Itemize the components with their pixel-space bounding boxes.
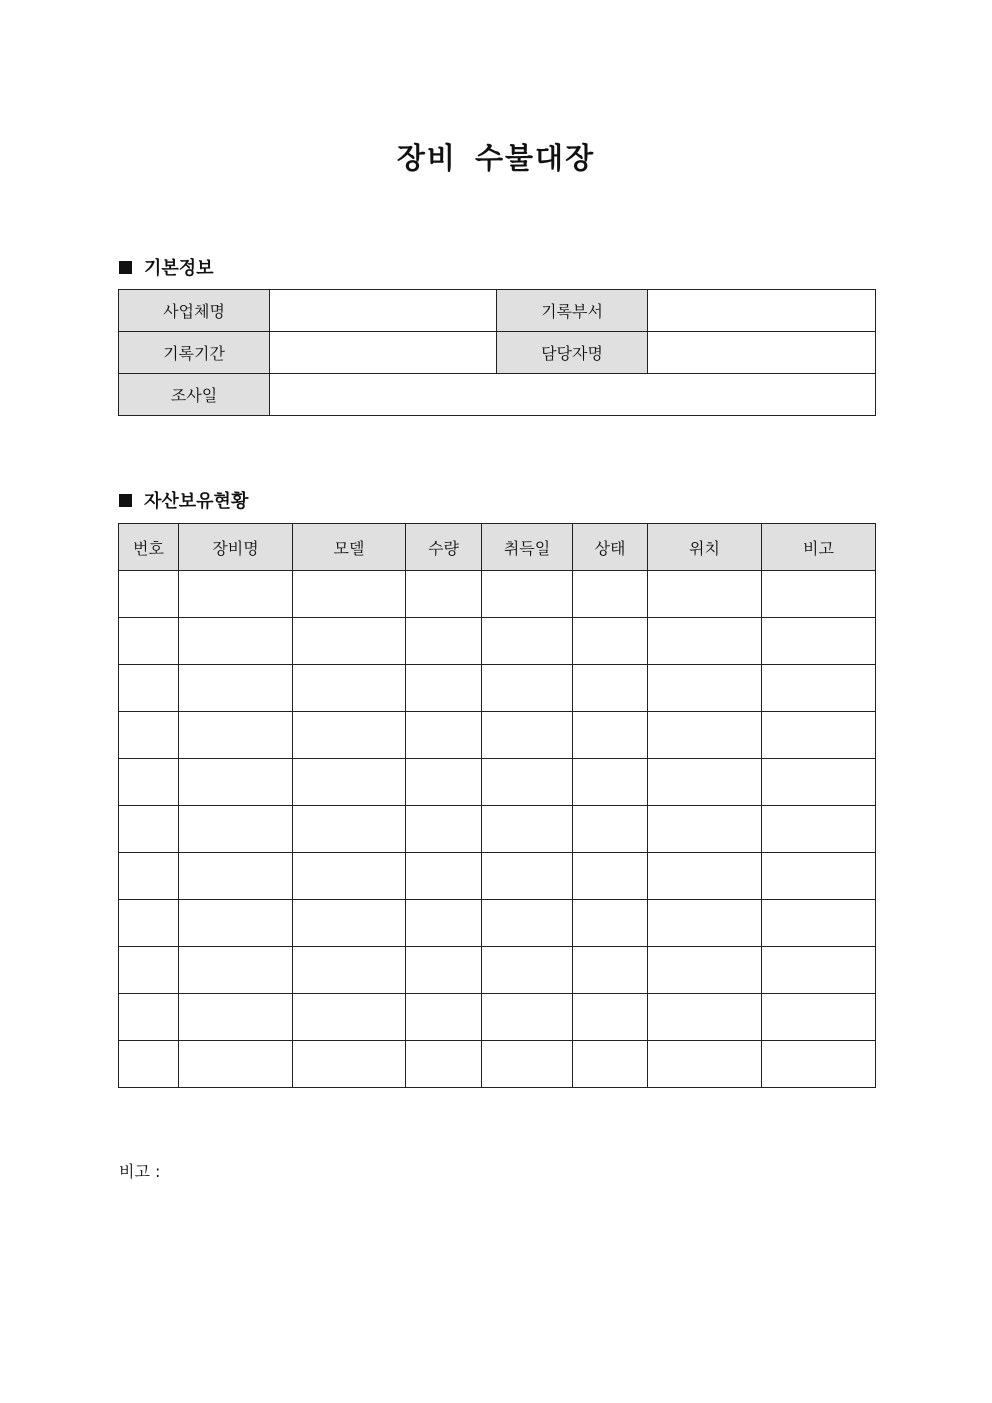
survey-date-field[interactable]	[270, 374, 876, 416]
manager-label: 담당자명	[497, 332, 648, 374]
table-cell[interactable]	[293, 618, 406, 665]
table-cell[interactable]	[482, 571, 573, 618]
table-cell[interactable]	[406, 994, 482, 1041]
table-cell[interactable]	[573, 618, 648, 665]
survey-date-label: 조사일	[119, 374, 270, 416]
square-bullet-icon	[119, 261, 132, 274]
table-cell[interactable]	[119, 806, 179, 853]
table-cell[interactable]	[293, 712, 406, 759]
manager-field[interactable]	[648, 332, 876, 374]
table-cell[interactable]	[179, 947, 293, 994]
table-cell[interactable]	[119, 571, 179, 618]
table-cell[interactable]	[762, 994, 876, 1041]
table-cell[interactable]	[406, 806, 482, 853]
table-cell[interactable]	[648, 712, 762, 759]
basic-info-table	[118, 289, 876, 416]
table-cell[interactable]	[648, 1041, 762, 1088]
table-cell[interactable]	[648, 947, 762, 994]
table-cell[interactable]	[406, 900, 482, 947]
table-row	[119, 806, 876, 853]
info-row	[119, 290, 876, 332]
table-row	[119, 712, 876, 759]
table-cell[interactable]	[573, 759, 648, 806]
table-cell[interactable]	[406, 618, 482, 665]
table-cell[interactable]	[406, 853, 482, 900]
table-cell[interactable]	[482, 853, 573, 900]
table-cell[interactable]	[179, 806, 293, 853]
col-header-model: 모델	[293, 524, 406, 571]
table-cell[interactable]	[573, 1041, 648, 1088]
table-cell[interactable]	[762, 618, 876, 665]
table-cell[interactable]	[482, 947, 573, 994]
table-cell[interactable]	[119, 759, 179, 806]
table-cell[interactable]	[648, 900, 762, 947]
table-cell[interactable]	[482, 665, 573, 712]
table-cell[interactable]	[648, 618, 762, 665]
table-cell[interactable]	[762, 712, 876, 759]
table-row	[119, 853, 876, 900]
table-row	[119, 618, 876, 665]
col-header-location: 위치	[648, 524, 762, 571]
table-row	[119, 994, 876, 1041]
table-cell[interactable]	[293, 947, 406, 994]
info-row	[119, 332, 876, 374]
table-cell[interactable]	[119, 1041, 179, 1088]
table-cell[interactable]	[293, 994, 406, 1041]
table-cell[interactable]	[179, 1041, 293, 1088]
square-bullet-icon	[119, 494, 132, 507]
col-header-number: 번호	[119, 524, 179, 571]
record-dept-field[interactable]	[648, 290, 876, 332]
table-cell[interactable]	[573, 712, 648, 759]
basic-info-heading-text: 기본정보	[144, 258, 214, 279]
table-cell[interactable]	[573, 806, 648, 853]
table-cell[interactable]	[293, 853, 406, 900]
table-cell[interactable]	[648, 759, 762, 806]
table-cell[interactable]	[179, 900, 293, 947]
asset-table-body	[119, 571, 876, 1088]
table-row	[119, 900, 876, 947]
table-cell[interactable]	[119, 900, 179, 947]
basic-info-heading	[119, 254, 214, 280]
table-cell[interactable]	[762, 806, 876, 853]
assets-heading	[119, 487, 248, 513]
table-cell[interactable]	[762, 947, 876, 994]
table-row	[119, 759, 876, 806]
business-name-label: 사업체명	[119, 290, 270, 332]
table-cell[interactable]	[482, 712, 573, 759]
table-cell[interactable]	[573, 900, 648, 947]
table-cell[interactable]	[482, 900, 573, 947]
table-cell[interactable]	[293, 806, 406, 853]
col-header-equipment-name: 장비명	[179, 524, 293, 571]
table-cell[interactable]	[762, 1041, 876, 1088]
business-name-field[interactable]	[270, 290, 497, 332]
record-dept-label: 기록부서	[497, 290, 648, 332]
table-cell[interactable]	[179, 571, 293, 618]
assets-heading-text: 자산보유현황	[144, 491, 249, 512]
table-cell[interactable]	[119, 618, 179, 665]
table-row	[119, 665, 876, 712]
table-cell[interactable]	[573, 853, 648, 900]
table-cell[interactable]	[762, 853, 876, 900]
asset-table	[118, 523, 876, 1088]
table-cell[interactable]	[179, 994, 293, 1041]
table-cell[interactable]	[119, 853, 179, 900]
table-cell[interactable]	[648, 665, 762, 712]
table-cell[interactable]	[573, 947, 648, 994]
table-cell[interactable]	[573, 571, 648, 618]
table-cell[interactable]	[482, 618, 573, 665]
table-cell[interactable]	[762, 665, 876, 712]
table-cell[interactable]	[293, 1041, 406, 1088]
table-cell[interactable]	[293, 571, 406, 618]
col-header-remarks: 비고	[762, 524, 876, 571]
table-cell[interactable]	[573, 994, 648, 1041]
table-cell[interactable]	[648, 571, 762, 618]
table-cell[interactable]	[482, 994, 573, 1041]
table-cell[interactable]	[573, 665, 648, 712]
table-row	[119, 1041, 876, 1088]
table-cell[interactable]	[179, 665, 293, 712]
col-header-quantity: 수량	[406, 524, 482, 571]
table-cell[interactable]	[482, 806, 573, 853]
asset-header-row	[119, 524, 876, 571]
table-cell[interactable]	[406, 1041, 482, 1088]
table-cell[interactable]	[406, 947, 482, 994]
info-row	[119, 374, 876, 416]
table-cell[interactable]	[179, 712, 293, 759]
table-cell[interactable]	[406, 571, 482, 618]
record-period-label: 기록기간	[119, 332, 270, 374]
table-cell[interactable]	[406, 712, 482, 759]
table-cell[interactable]	[482, 1041, 573, 1088]
table-cell[interactable]	[406, 759, 482, 806]
remarks-note: 비고 :	[119, 1162, 161, 1181]
table-cell[interactable]	[179, 618, 293, 665]
col-header-status: 상태	[573, 524, 648, 571]
table-cell[interactable]	[179, 759, 293, 806]
table-cell[interactable]	[648, 806, 762, 853]
table-cell[interactable]	[648, 853, 762, 900]
table-row	[119, 571, 876, 618]
table-cell[interactable]	[119, 712, 179, 759]
record-period-field[interactable]	[270, 332, 497, 374]
table-cell[interactable]	[762, 571, 876, 618]
page-title: 장비 수불대장	[396, 141, 596, 175]
table-cell[interactable]	[482, 759, 573, 806]
table-cell[interactable]	[293, 759, 406, 806]
table-cell[interactable]	[762, 759, 876, 806]
table-row	[119, 947, 876, 994]
table-cell[interactable]	[293, 665, 406, 712]
table-cell[interactable]	[648, 994, 762, 1041]
table-cell[interactable]	[119, 994, 179, 1041]
table-cell[interactable]	[179, 853, 293, 900]
table-cell[interactable]	[119, 947, 179, 994]
table-cell[interactable]	[762, 900, 876, 947]
table-cell[interactable]	[406, 665, 482, 712]
table-cell[interactable]	[293, 900, 406, 947]
table-cell[interactable]	[119, 665, 179, 712]
col-header-acquired-date: 취득일	[482, 524, 573, 571]
